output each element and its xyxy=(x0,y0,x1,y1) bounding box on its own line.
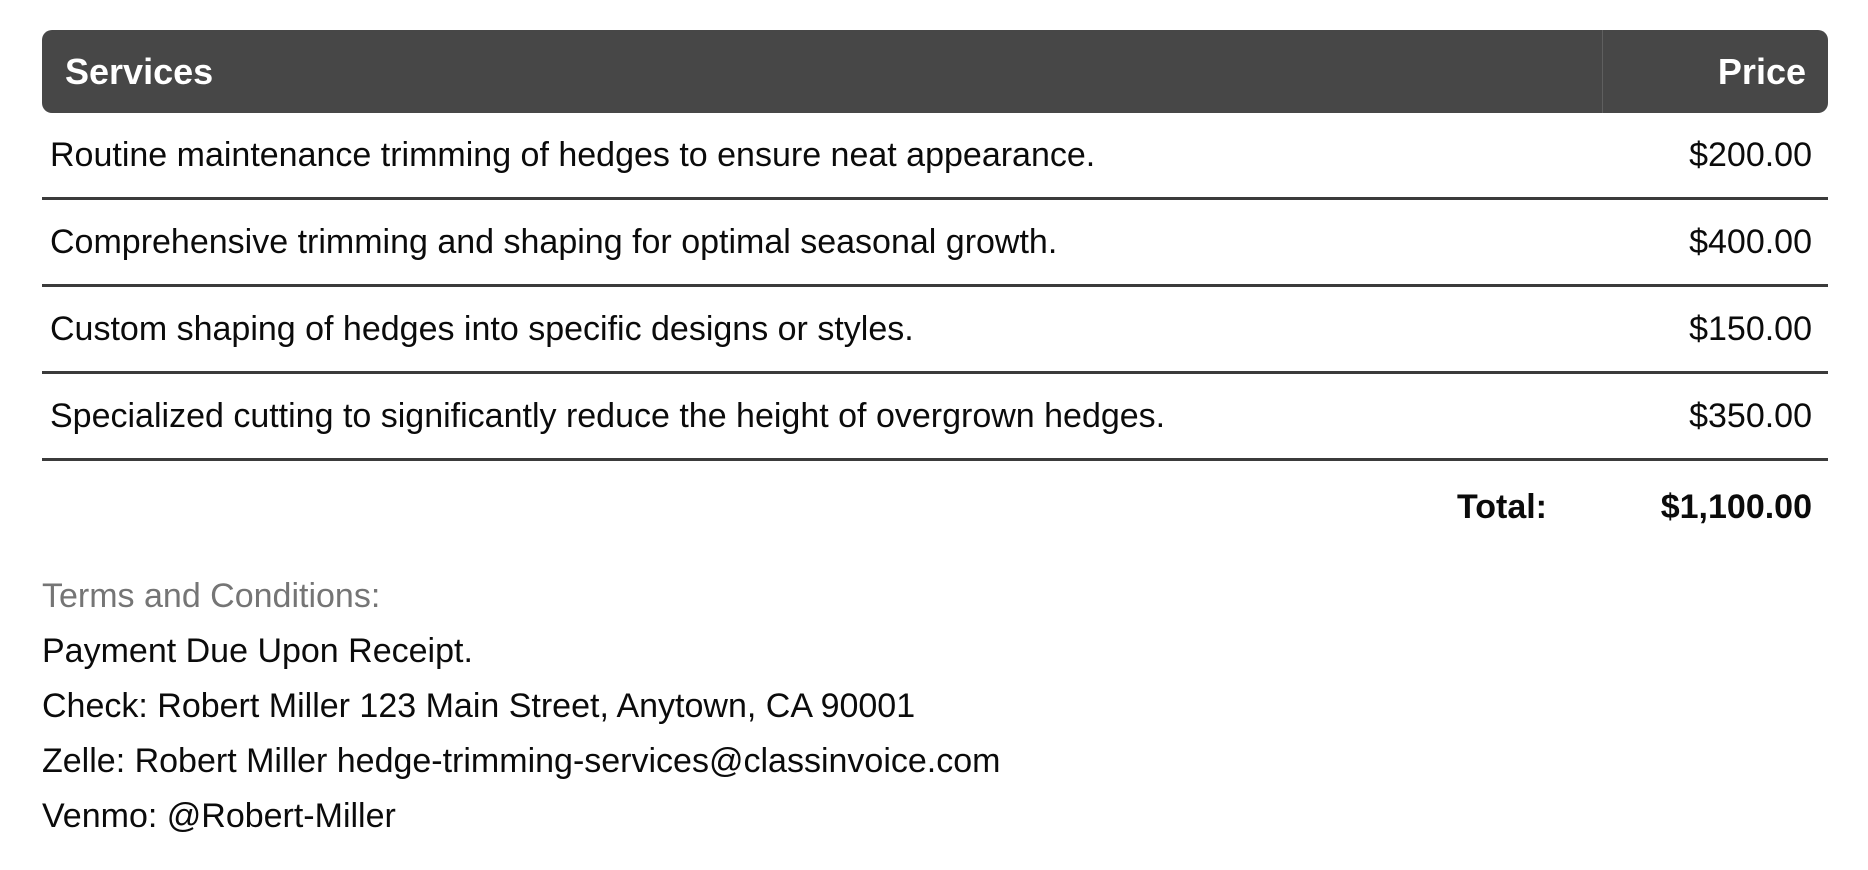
service-description: Comprehensive trimming and shaping for optimal seasonal growth. xyxy=(50,222,1058,261)
service-description: Specialized cutting to significantly reduce the height of overgrown hedges. xyxy=(50,396,1166,435)
terms-line-venmo: Venmo: @Robert-Miller xyxy=(42,797,396,835)
total-value: $1,100.00 xyxy=(1660,488,1812,526)
table-row xyxy=(42,374,1828,461)
service-description: Routine maintenance trimming of hedges to ensure neat appearance. xyxy=(50,135,1096,174)
service-price: $200.00 xyxy=(1689,135,1812,174)
total-row xyxy=(42,461,1828,527)
table-row xyxy=(42,287,1828,374)
service-description: Custom shaping of hedges into specific designs or styles. xyxy=(50,309,914,348)
service-price: $350.00 xyxy=(1689,396,1812,435)
table-header-row xyxy=(42,30,1828,113)
total-label: Total: xyxy=(1456,488,1547,526)
services-table xyxy=(42,30,1828,527)
terms-line-zelle: Zelle: Robert Miller hedge-trimming-services@classinvoice.com xyxy=(42,742,1001,780)
column-header-services: Services xyxy=(65,50,214,92)
terms-line-check: Check: Robert Miller 123 Main Street, Anytown, CA 90001 xyxy=(42,687,916,725)
service-price: $400.00 xyxy=(1689,222,1812,261)
terms-title: Terms and Conditions: xyxy=(42,577,381,615)
terms-line-payment: Payment Due Upon Receipt. xyxy=(42,632,473,670)
table-row xyxy=(42,113,1828,200)
service-price: $150.00 xyxy=(1689,309,1812,348)
table-row xyxy=(42,200,1828,287)
terms-and-conditions-section xyxy=(42,569,1828,844)
column-header-price: Price xyxy=(1602,30,1828,113)
